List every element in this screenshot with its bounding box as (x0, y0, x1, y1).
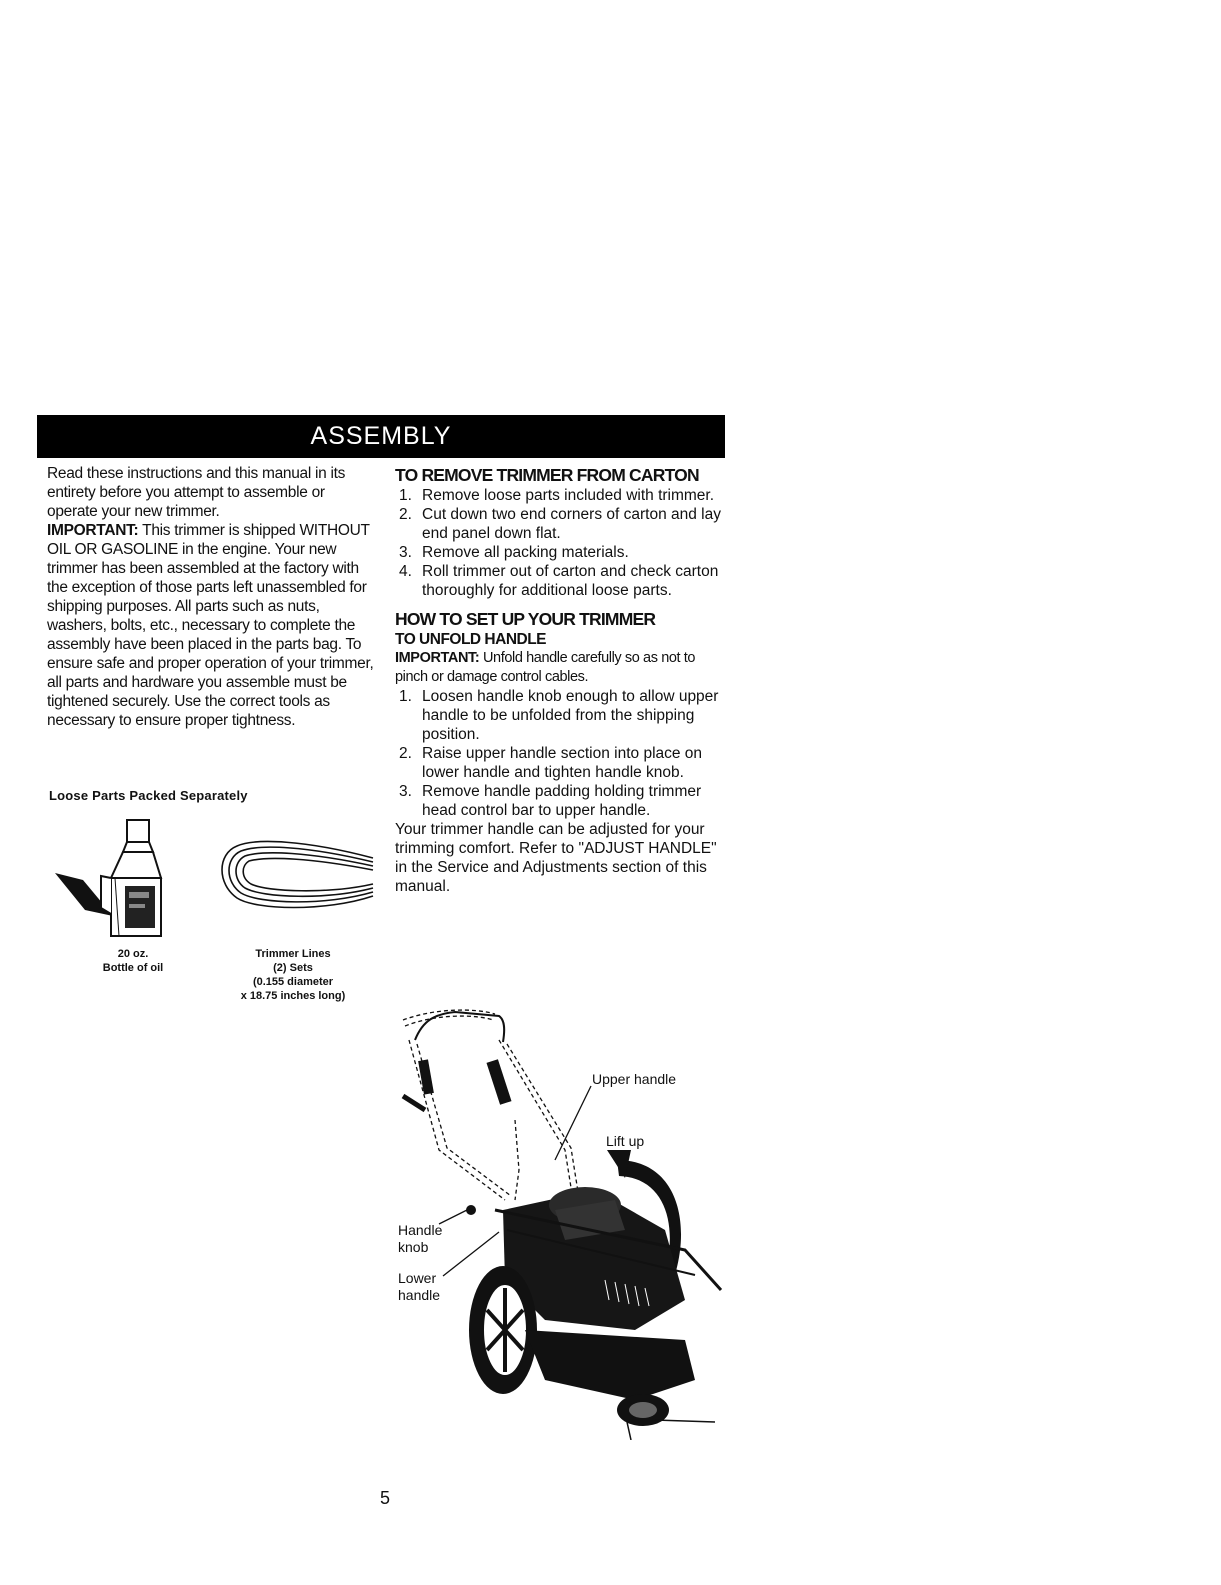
lines-caption-line: (2) Sets (273, 962, 313, 974)
unfold-subheading: TO UNFOLD HANDLE (395, 631, 547, 648)
oil-bottle-illustration (55, 818, 185, 943)
intro-important (47, 521, 379, 730)
remove-steps (395, 486, 725, 600)
important-text: Unfold handle carefully so as not to pinch or damage control cables. (395, 650, 696, 685)
important-label: IMPORTANT: (47, 522, 139, 539)
remove-step (395, 562, 725, 600)
step-text: Cut down two end corners of carton and lay end panel down flat. (422, 506, 721, 542)
step-number: 1. (399, 688, 412, 705)
oil-caption (78, 947, 188, 975)
step-number: 3. (399, 783, 412, 800)
intro-column (47, 464, 379, 730)
step-number: 4. (399, 563, 412, 580)
lower-handle-label (398, 1270, 440, 1304)
step-text: Remove all packing materials. (422, 544, 629, 561)
handle-knob-label (398, 1222, 442, 1256)
adjust-note: Your trimmer handle can be adjusted for your trimming comfort. Refer to "ADJUST HANDLE" in the Service and Adjustments section of this manual. (395, 821, 717, 895)
trimmer-illustration (395, 1000, 725, 1440)
intro-paragraph: Read these instructions and this manual in its entirety before you attempt to assemble or operate your new trimmer. (47, 465, 346, 520)
step-text: Loosen handle knob enough to allow upper handle to be unfolded from the shipping position. (422, 688, 719, 743)
loose-parts-title: Loose Parts Packed Separately (49, 788, 248, 803)
step-text: Remove handle padding holding trimmer head control bar to upper handle. (422, 783, 702, 819)
lines-caption-line: (0.155 diameter (252, 976, 334, 988)
important-text: This trimmer is shipped WITHOUT OIL OR GASOLINE in the engine. Your new trimmer has been assembled at the factory with the exception of those parts left unassembled for shipping purposes. All parts such as nuts, washers, bolts, etc., necessary to complete the assembly have been placed in the parts bag. To ensure safe and proper operation of your trimmer, all parts and hardware you assemble must be tightened securely. Use the correct tools as necessary to ensure proper tightness. (47, 522, 374, 729)
setup-step (395, 782, 725, 820)
step-text: Remove loose parts included with trimmer. (422, 487, 715, 504)
lines-caption-line: x 18.75 inches long) (240, 990, 346, 1002)
setup-important (395, 649, 725, 687)
label-line: knob (398, 1239, 429, 1255)
label-line: handle (398, 1287, 441, 1303)
oil-caption-line: 20 oz. (117, 948, 149, 960)
label-line: Lower (398, 1270, 437, 1286)
instructions-column (395, 464, 725, 896)
remove-step (395, 543, 725, 562)
step-number: 3. (399, 544, 412, 561)
lines-caption-line: Trimmer Lines (255, 948, 331, 960)
remove-heading: TO REMOVE TRIMMER FROM CARTON (395, 465, 699, 485)
step-text: Roll trimmer out of carton and check carton thoroughly for additional loose parts. (422, 563, 719, 599)
trimmer-lines-caption (218, 947, 368, 1003)
section-banner: ASSEMBLY (37, 415, 725, 458)
important-label: IMPORTANT: (395, 650, 480, 666)
step-text: Raise upper handle section into place on lower handle and tighten handle knob. (422, 745, 703, 781)
setup-step (395, 687, 725, 744)
remove-step (395, 505, 725, 543)
step-number: 2. (399, 745, 412, 762)
setup-steps (395, 687, 725, 820)
step-number: 2. (399, 506, 412, 523)
label-line: Handle (398, 1222, 443, 1238)
page-number: 5 (380, 1488, 391, 1508)
trimmer-lines-illustration (215, 838, 380, 918)
upper-handle-label: Upper handle (592, 1071, 677, 1087)
setup-step (395, 744, 725, 782)
remove-step (395, 486, 725, 505)
setup-heading: HOW TO SET UP YOUR TRIMMER (395, 609, 656, 629)
step-number: 1. (399, 487, 412, 504)
oil-caption-line: Bottle of oil (102, 962, 164, 974)
lift-up-label: Lift up (606, 1133, 645, 1149)
